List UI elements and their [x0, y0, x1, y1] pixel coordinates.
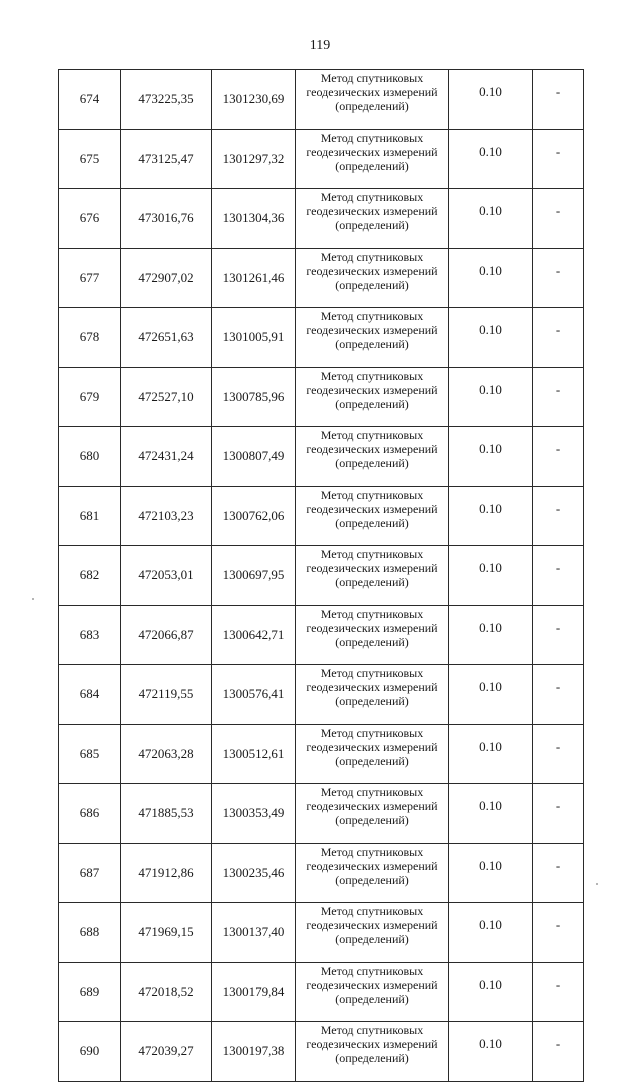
method-line: (определений)	[335, 277, 409, 292]
method-line: (определений)	[335, 991, 409, 1006]
point-number-cell: 690	[59, 1022, 121, 1082]
x-coordinate-cell: 472053,01	[121, 546, 212, 606]
x-coordinate-cell: 471912,86	[121, 843, 212, 903]
accuracy-cell: 0.10	[449, 1022, 533, 1082]
table-row	[59, 724, 584, 784]
x-coordinate-cell: 473125,47	[121, 129, 212, 189]
method-line: (определений)	[335, 99, 409, 113]
method-line: (определений)	[335, 575, 409, 589]
x-coordinate-cell: 472063,28	[121, 724, 212, 784]
x-coordinate-cell: 472018,52	[121, 962, 212, 1022]
description-cell: -	[533, 546, 584, 606]
description-cell: -	[533, 427, 584, 487]
method-line: геодезических измерений	[306, 858, 438, 873]
table-row	[59, 605, 584, 665]
y-coordinate-cell: 1300353,49	[212, 784, 296, 844]
accuracy-cell: 0.10	[449, 843, 533, 903]
table-row	[59, 546, 584, 606]
method-cell	[296, 665, 449, 725]
description-cell: -	[533, 962, 584, 1022]
method-line: (определений)	[335, 753, 409, 768]
y-coordinate-cell: 1300762,06	[212, 486, 296, 546]
scan-speck	[596, 883, 598, 885]
description-cell: -	[533, 843, 584, 903]
description-cell: -	[533, 486, 584, 546]
method-cell	[296, 962, 449, 1022]
description-cell: -	[533, 903, 584, 963]
method-cell	[296, 605, 449, 665]
accuracy-cell: 0.10	[449, 129, 533, 189]
accuracy-cell: 0.10	[449, 605, 533, 665]
point-number-cell: 687	[59, 843, 121, 903]
point-number-cell: 684	[59, 665, 121, 725]
method-line: (определений)	[335, 337, 409, 351]
accuracy-cell: 0.10	[449, 427, 533, 487]
table-row	[59, 843, 584, 903]
description-cell: -	[533, 70, 584, 130]
point-number-cell: 685	[59, 724, 121, 784]
x-coordinate-cell: 472039,27	[121, 1022, 212, 1082]
y-coordinate-cell: 1300235,46	[212, 843, 296, 903]
accuracy-cell: 0.10	[449, 486, 533, 546]
method-cell	[296, 784, 449, 844]
method-cell	[296, 486, 449, 546]
method-cell	[296, 129, 449, 189]
x-coordinate-cell: 472651,63	[121, 308, 212, 368]
x-coordinate-cell: 472103,23	[121, 486, 212, 546]
accuracy-cell: 0.10	[449, 70, 533, 130]
table-row	[59, 70, 584, 130]
table-row	[59, 189, 584, 249]
description-cell: -	[533, 605, 584, 665]
method-line: Метод спутниковых	[320, 71, 424, 85]
method-line: геодезических измерений	[306, 144, 438, 159]
description-cell: -	[533, 189, 584, 249]
y-coordinate-cell: 1300197,38	[212, 1022, 296, 1082]
method-line: геодезических измерений	[306, 977, 438, 992]
method-line: (определений)	[335, 932, 409, 946]
method-line: Метод спутниковых	[320, 1023, 424, 1037]
description-cell: -	[533, 665, 584, 725]
accuracy-cell: 0.10	[449, 724, 533, 784]
method-line: Метод спутниковых	[320, 309, 424, 323]
method-line: (определений)	[335, 694, 409, 708]
point-number-cell: 681	[59, 486, 121, 546]
accuracy-cell: 0.10	[449, 367, 533, 427]
method-line: геодезических измерений	[306, 620, 438, 635]
table-row	[59, 308, 584, 368]
method-cell	[296, 248, 449, 308]
method-line: геодезических измерений	[306, 442, 438, 456]
method-cell	[296, 367, 449, 427]
x-coordinate-cell: 472119,55	[121, 665, 212, 725]
description-cell: -	[533, 784, 584, 844]
method-line: Метод спутниковых	[320, 547, 424, 561]
method-line: геодезических измерений	[306, 799, 438, 813]
point-number-cell: 679	[59, 367, 121, 427]
point-number-cell: 680	[59, 427, 121, 487]
method-line: Метод спутниковых	[320, 666, 424, 680]
method-line: Метод спутниковых	[320, 368, 424, 383]
method-line: (определений)	[335, 515, 409, 530]
x-coordinate-cell: 472527,10	[121, 367, 212, 427]
table-row	[59, 903, 584, 963]
accuracy-cell: 0.10	[449, 665, 533, 725]
method-line: (определений)	[335, 456, 409, 470]
method-line: (определений)	[335, 218, 409, 232]
x-coordinate-cell: 473016,76	[121, 189, 212, 249]
method-line: геодезических измерений	[306, 561, 438, 575]
method-line: (определений)	[335, 1051, 409, 1065]
description-cell: -	[533, 724, 584, 784]
accuracy-cell: 0.10	[449, 962, 533, 1022]
y-coordinate-cell: 1300576,41	[212, 665, 296, 725]
x-coordinate-cell: 471969,15	[121, 903, 212, 963]
y-coordinate-cell: 1300642,71	[212, 605, 296, 665]
y-coordinate-cell: 1300785,96	[212, 367, 296, 427]
page-number: 119	[309, 38, 331, 53]
method-line: геодезических измерений	[306, 918, 438, 932]
point-number-cell: 678	[59, 308, 121, 368]
method-line: геодезических измерений	[306, 739, 438, 754]
y-coordinate-cell: 1300697,95	[212, 546, 296, 606]
point-number-cell: 688	[59, 903, 121, 963]
table-row	[59, 665, 584, 725]
method-cell	[296, 903, 449, 963]
x-coordinate-cell: 472907,02	[121, 248, 212, 308]
method-line: Метод спутниковых	[320, 130, 424, 145]
table-row	[59, 427, 584, 487]
method-cell	[296, 546, 449, 606]
method-line: геодезических измерений	[306, 204, 438, 218]
y-coordinate-cell: 1301304,36	[212, 189, 296, 249]
table-row	[59, 486, 584, 546]
method-cell	[296, 308, 449, 368]
method-line: (определений)	[335, 634, 409, 649]
y-coordinate-cell: 1301261,46	[212, 248, 296, 308]
point-number-cell: 682	[59, 546, 121, 606]
method-line: (определений)	[335, 396, 409, 411]
y-coordinate-cell: 1301005,91	[212, 308, 296, 368]
table-row	[59, 1022, 584, 1082]
description-cell: -	[533, 129, 584, 189]
coordinates-table-body	[59, 70, 584, 1082]
method-cell	[296, 724, 449, 784]
description-cell: -	[533, 1022, 584, 1082]
method-line: Метод спутниковых	[320, 190, 424, 204]
method-line: геодезических измерений	[306, 501, 438, 516]
method-line: геодезических измерений	[306, 382, 438, 397]
method-cell	[296, 843, 449, 903]
y-coordinate-cell: 1300179,84	[212, 962, 296, 1022]
x-coordinate-cell: 471885,53	[121, 784, 212, 844]
method-cell	[296, 1022, 449, 1082]
method-line: Метод спутниковых	[320, 725, 424, 740]
method-line: (определений)	[335, 872, 409, 887]
method-line: геодезических измерений	[306, 680, 438, 694]
y-coordinate-cell: 1300137,40	[212, 903, 296, 963]
coordinates-table	[58, 69, 584, 1082]
x-coordinate-cell: 472431,24	[121, 427, 212, 487]
table-row	[59, 962, 584, 1022]
accuracy-cell: 0.10	[449, 189, 533, 249]
point-number-cell: 675	[59, 129, 121, 189]
y-coordinate-cell: 1300807,49	[212, 427, 296, 487]
description-cell: -	[533, 367, 584, 427]
x-coordinate-cell: 473225,35	[121, 70, 212, 130]
point-number-cell: 689	[59, 962, 121, 1022]
y-coordinate-cell: 1300512,61	[212, 724, 296, 784]
method-line: Метод спутниковых	[320, 428, 424, 442]
table-row	[59, 248, 584, 308]
table-row	[59, 129, 584, 189]
method-line: геодезических измерений	[306, 323, 438, 337]
method-line: Метод спутниковых	[320, 963, 424, 978]
accuracy-cell: 0.10	[449, 308, 533, 368]
description-cell: -	[533, 308, 584, 368]
method-line: геодезических измерений	[306, 1037, 438, 1051]
method-line: геодезических измерений	[306, 263, 438, 278]
accuracy-cell: 0.10	[449, 784, 533, 844]
accuracy-cell: 0.10	[449, 248, 533, 308]
method-line: Метод спутниковых	[320, 904, 424, 918]
method-line: (определений)	[335, 813, 409, 827]
method-cell	[296, 427, 449, 487]
y-coordinate-cell: 1301230,69	[212, 70, 296, 130]
method-cell	[296, 70, 449, 130]
point-number-cell: 676	[59, 189, 121, 249]
method-line: Метод спутниковых	[320, 606, 424, 621]
method-line: Метод спутниковых	[320, 249, 424, 264]
point-number-cell: 686	[59, 784, 121, 844]
method-line: (определений)	[335, 158, 409, 173]
description-cell: -	[533, 248, 584, 308]
x-coordinate-cell: 472066,87	[121, 605, 212, 665]
method-line: Метод спутниковых	[320, 844, 424, 859]
accuracy-cell: 0.10	[449, 546, 533, 606]
method-line: Метод спутниковых	[320, 487, 424, 502]
table-row	[59, 784, 584, 844]
method-line: геодезических измерений	[306, 85, 438, 99]
table-row	[59, 367, 584, 427]
y-coordinate-cell: 1301297,32	[212, 129, 296, 189]
method-cell	[296, 189, 449, 249]
method-line: Метод спутниковых	[320, 785, 424, 799]
scan-speck	[32, 598, 34, 600]
point-number-cell: 683	[59, 605, 121, 665]
point-number-cell: 677	[59, 248, 121, 308]
accuracy-cell: 0.10	[449, 903, 533, 963]
point-number-cell: 674	[59, 70, 121, 130]
